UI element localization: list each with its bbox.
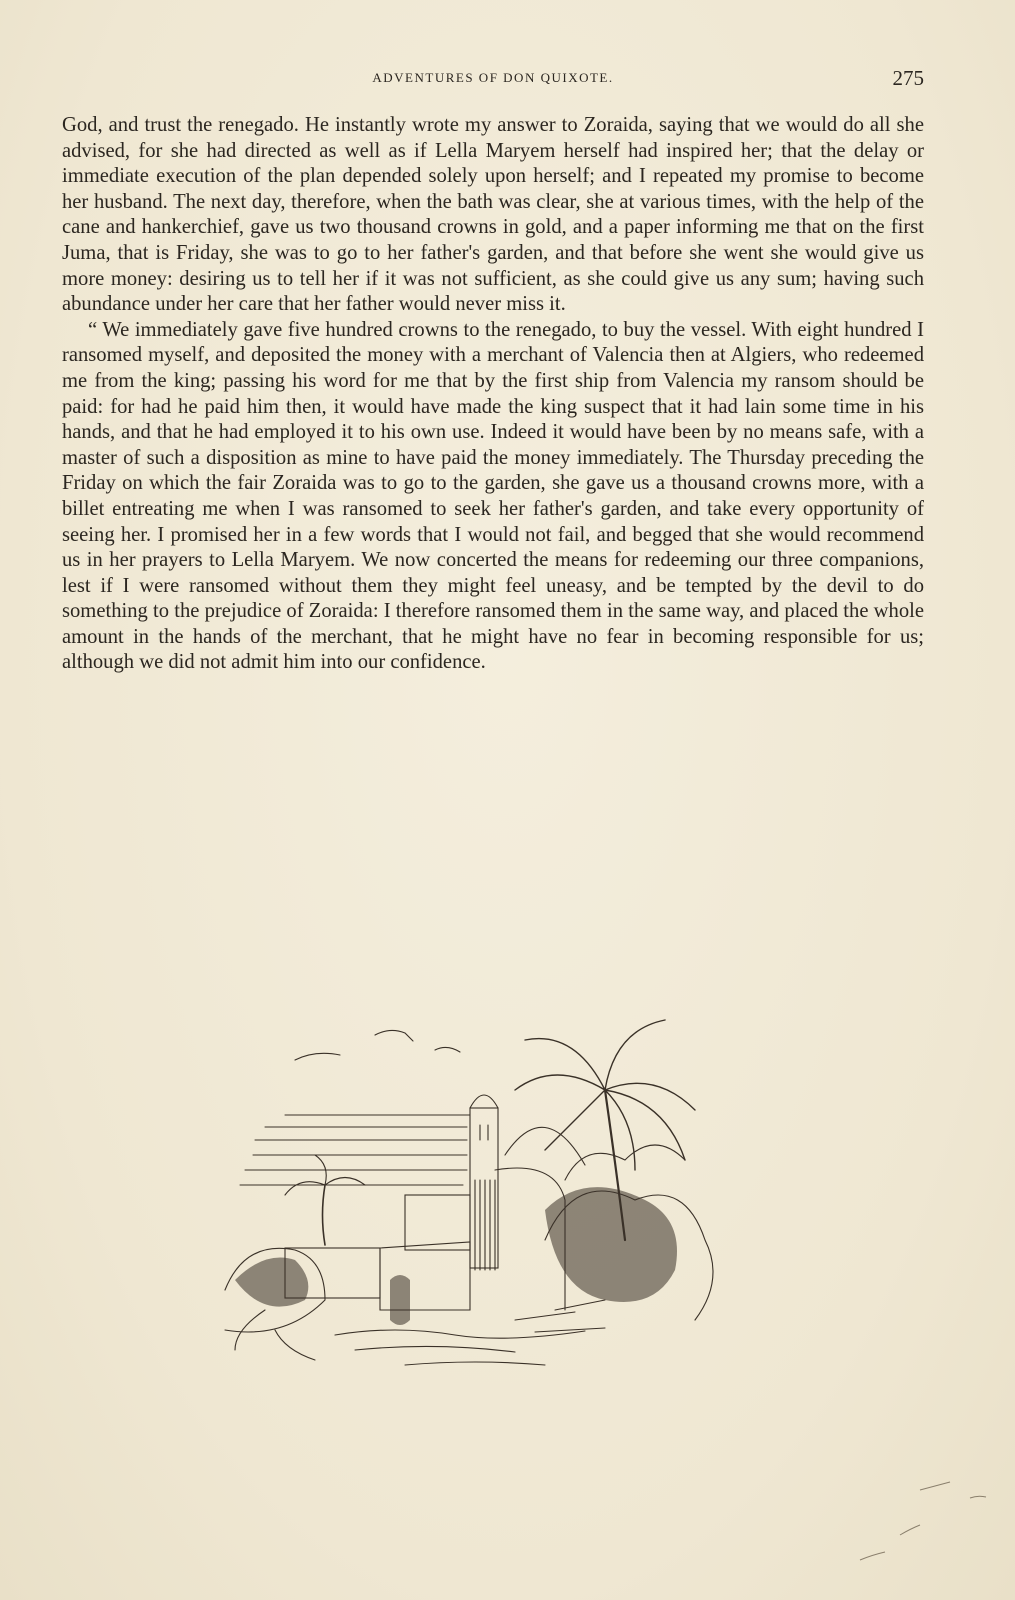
paragraph: God, and trust the renegado. He instantly wrote my answer to Zoraida, saying that we would do all she advised, for she had directed as well as if Lella Maryem herself had inspired her; that the delay or immediate execution of the plan depended solely upon herself; and I repeated my promise to become her husband. The next day, therefore, when the bath was clear, she at various times, with the help of the cane and hankerchief, gave us two thousand crowns in gold, and a paper informing me that on the first Juma, that is Friday, she was to go to her father's garden, and that before she went she would give us more money: desiring us to tell her if it was not sufficient, as she could give us any sum; having such abundance under her care that her father would never miss it. xyxy=(62,114,924,316)
house-dome xyxy=(505,1127,585,1165)
cloud-stroke xyxy=(295,1053,340,1060)
engraving-illustration xyxy=(205,980,755,1380)
margin-mark xyxy=(920,1482,950,1490)
body-text xyxy=(62,113,924,676)
paragraph: “ We immediately gave five hundred crowns to the renegado, to buy the vessel. With eight hundred I ransomed myself, and deposited the money with a merchant of Valencia then at Algiers, who redeemed me from the king; passing his word for me that by the first ship from Valencia my ransom should be paid: for had he paid him then, it would have made the king suspect that it had lain some time in his hands, and that he had employed it to his own use. Indeed it would have been by no means safe, with a master of such a disposition as mine to have paid the money immediately. The Thursday preceding the Friday on which the fair Zoraida was to go to the garden, she gave us a thousand crowns more, with a billet entreating me when I was ransomed to seek her father's garden, and take every opportunity of seeing her. I promised her in a few words that I would not fail, and begged that she would recommend us in her prayers to Lella Maryem. We now concerted the means for redeeming our three companions, lest if I were ransomed without them they might feel uneasy, and be tempted by the devil to do something to the prejudice of Zoraida: I therefore ransomed them in the same way, and placed the whole amount in the hands of the merchant, that he might have no fear in becoming responsible for us; although we did not admit him into our confidence. xyxy=(62,318,924,674)
margin-mark xyxy=(970,1496,986,1498)
margin-mark xyxy=(860,1552,885,1560)
tower xyxy=(470,1108,498,1268)
page-number: 275 xyxy=(892,66,924,90)
house-wall xyxy=(405,1195,470,1250)
running-title: ADVENTURES OF DON QUIXOTE. xyxy=(372,70,614,85)
page-header xyxy=(62,66,924,100)
tower-dome xyxy=(470,1095,498,1108)
cloud-stroke xyxy=(375,1030,413,1041)
cloud-stroke xyxy=(435,1047,460,1052)
margin-mark xyxy=(900,1525,920,1535)
